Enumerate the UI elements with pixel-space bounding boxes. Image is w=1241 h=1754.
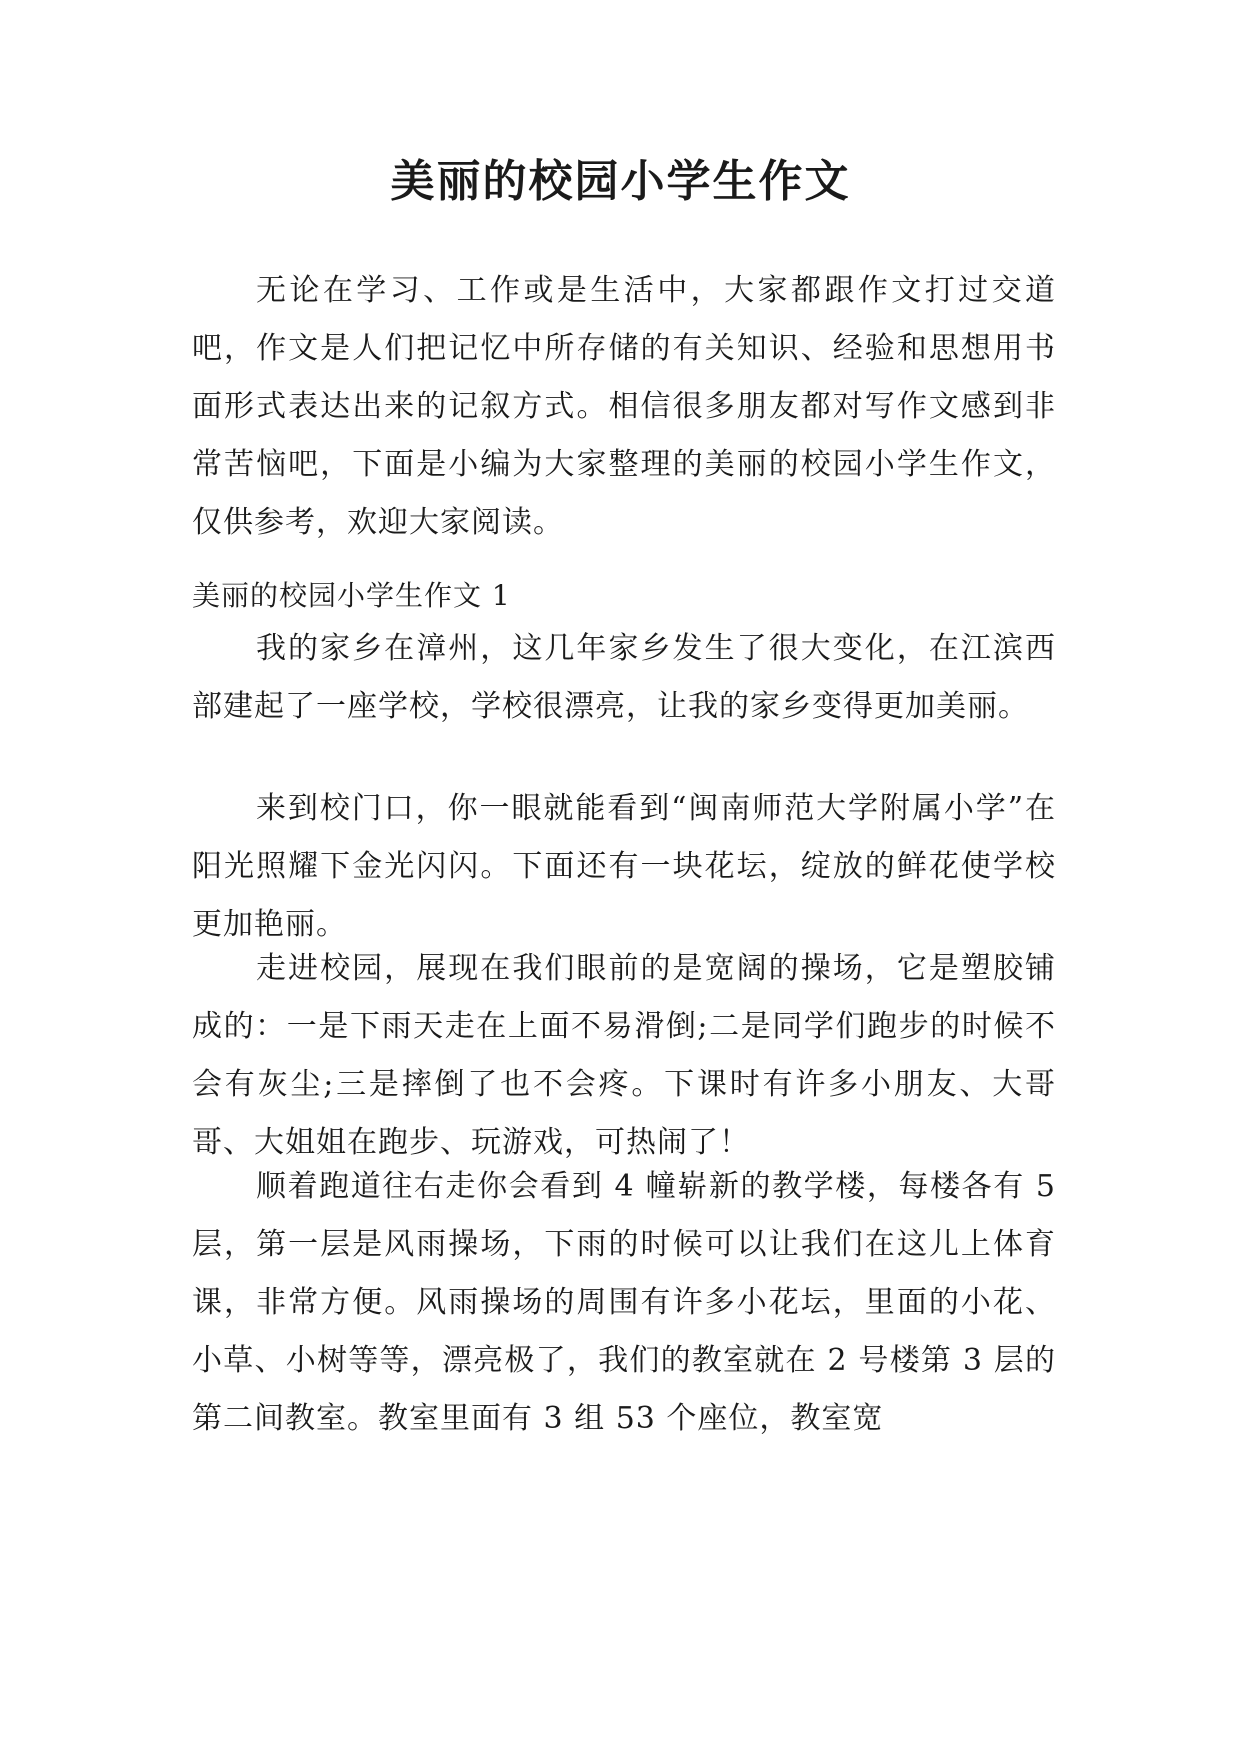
intro-paragraph: 无论在学习、工作或是生活中，大家都跟作文打过交道吧，作文是人们把记忆中所存储的有关知识、经验和思想用书面形式表达出来的记叙方式。相信很多朋友都对写作文感到非常苦恼吧，下面是小编为大家整理的美丽的校园小学生作文，仅供参考，欢迎大家阅读。 bbox=[192, 273, 1056, 540]
body-paragraph-2: 来到校门口，你一眼就能看到“闽南师范大学附属小学”在阳光照耀下金光闪闪。下面还有一块花坛，绽放的鲜花使学校更加艳丽。 bbox=[192, 791, 1056, 942]
body-paragraph-1: 我的家乡在漳州，这几年家乡发生了很大变化，在江滨西部建起了一座学校，学校很漂亮，让我的家乡变得更加美丽。 bbox=[192, 631, 1056, 724]
body-paragraph-4: 顺着跑道往右走你会看到 4 幢崭新的教学楼，每楼各有 5 层，第一层是风雨操场，下雨的时候可以让我们在这儿上体育课，非常方便。风雨操场的周围有许多小花坛，里面的小花、小草、小树等等，漂亮极了，我们的教室就在 2 号楼第 3 层的第二间教室。教室里面有 3 组 53 个座位，教室宽 bbox=[192, 1169, 1056, 1436]
section-heading: 美丽的校园小学生作文 1 bbox=[192, 579, 511, 612]
body-paragraph-3: 走进校园，展现在我们眼前的是宽阔的操场，它是塑胶铺成的：一是下雨天走在上面不易滑倒;二是同学们跑步的时候不会有灰尘;三是摔倒了也不会疼。下课时有许多小朋友、大哥哥、大姐姐在跑步、玩游戏，可热闹了！ bbox=[192, 951, 1056, 1160]
document-title: 美丽的校园小学生作文 bbox=[390, 156, 851, 207]
